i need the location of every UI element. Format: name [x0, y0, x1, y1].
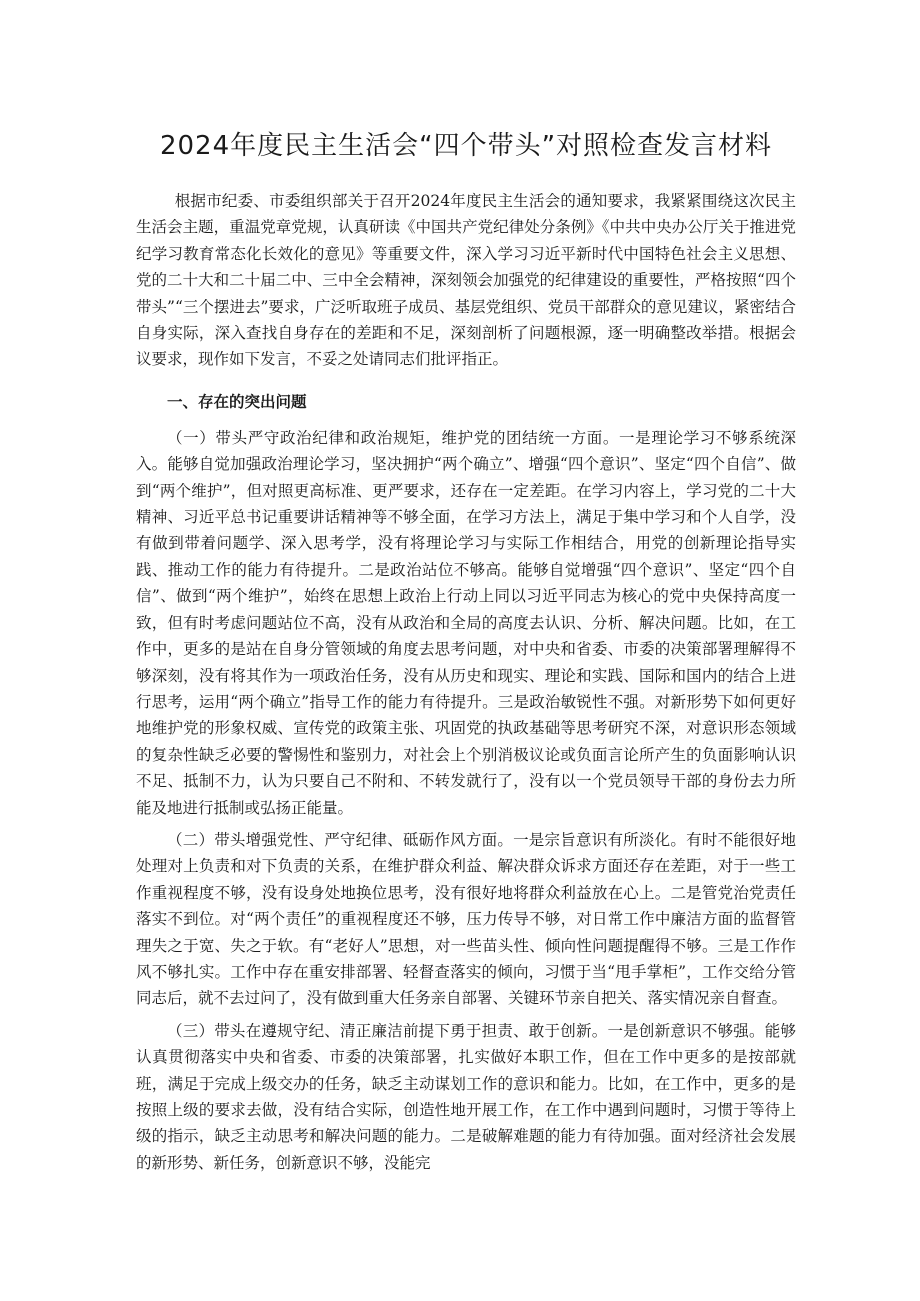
document-title: 2024年度民主生活会“四个带头”对照检查发言材料 [159, 131, 773, 161]
body-paragraph-3: （三）带头在遵规守纪、清正廉洁前提下勇于担责、敢于创新。一是创新意识不够强。能够认真贯彻落实中央和省委、市委的决策部署，扎实做好本职工作，但在工作中更多的是按部就班，满足于完成上级交办的任务，缺乏主动谋划工作的意识和能力。比如，在工作中，更多的是按照上级的要求去做，没有结合实际，创造性地开展工作，在工作中遇到问题时，习惯于等待上级的指示，缺乏主动思考和解决问题的能力。二是破解难题的能力有待加强。面对经济社会发展的新形势、新任务，创新意识不够，没能完 [136, 1021, 796, 1172]
body-paragraph-2: （二）带头增强党性、严守纪律、砥砺作风方面。一是宗旨意识有所淡化。有时不能很好地处理对上负责和对下负责的关系，在维护群众利益、解决群众诉求方面还存在差距，对于一些工作重视程度不够，没有设身处地换位思考，没有很好地将群众利益放在心上。二是管党治党责任落实不到位。对“两个责任”的重视程度还不够，压力传导不够，对日常工作中廉洁方面的监督管理失之于宽、失之于软。有“老好人”思想，对一些苗头性、倾向性问题提醒得不够。三是工作作风不够扎实。工作中存在重安排部署、轻督查落实的倾向，习惯于当“甩手掌柜”，工作交给分管同志后，就不去过问了，没有做到重大任务亲自部署、关键环节亲自把关、落实情况亲自督查。 [136, 830, 796, 1008]
section-heading: 一、存在的突出问题 [167, 391, 307, 411]
intro-paragraph: 根据市纪委、市委组织部关于召开2024年度民主生活会的通知要求，我紧紧围绕这次民主生活会主题，重温党章党规，认真研读《中国共产党纪律处分条例》《中共中央办公厅关于推进党纪学习教育常态化长效化的意见》等重要文件，深入学习习近平新时代中国特色社会主义思想、党的二十大和二十届二中、三中全会精神，深刻领会加强党的纪律建设的重要性，严格按照“四个带头”“三个摆进去”要求，广泛听取班子成员、基层党组织、党员干部群众的意见建议，紧密结合自身实际，深入查找自身存在的差距和不足，深刻剖析了问题根源，逐一明确整改举措。根据会议要求，现作如下发言，不妥之处请同志们批评指正。 [136, 192, 796, 369]
body-paragraph-1: （一）带头严守政治纪律和政治规矩，维护党的团结统一方面。一是理论学习不够系统深入。能够自觉加强政治理论学习，坚决拥护“两个确立”、增强“四个意识”、坚定“四个自信”、做到“两个维护”，但对照更高标准、更严要求，还存在一定差距。在学习内容上，学习党的二十大精神、习近平总书记重要讲话精神等不够全面，在学习方法上，满足于集中学习和个人自学，没有做到带着问题学、深入思考学，没有将理论学习与实际工作相结合，用党的创新理论指导实践、推动工作的能力有待提升。二是政治站位不够高。能够自觉增强“四个意识”、坚定“四个自信”、做到“两个维护”，始终在思想上政治上行动上同以习近平同志为核心的党中央保持高度一致，但有时考虑问题站位不高，没有从政治和全局的高度去认识、分析、解决问题。比如，在工作中，更多的是站在自身分管领域的角度去思考问题，对中央和省委、市委的决策部署理解得不够深刻，没有将其作为一项政治任务，没有从历史和现实、理论和实践、国际和国内的结合上进行思考，运用“两个确立”指导工作的能力有待提升。三是政治敏锐性不强。对新形势下如何更好地维护党的形象权威、宣传党的政策主张、巩固党的执政基础等思考研究不深，对意识形态领域的复杂性缺乏必要的警惕性和鉴别力，对社会上个别消极议论或负面言论所产生的负面影响认识不足、抵制不力，认为只要自己不附和、不转发就行了，没有以一个党员领导干部的身份去力所能及地进行抵制或弘扬正能量。 [136, 428, 796, 817]
document-page [136, 128, 796, 1182]
